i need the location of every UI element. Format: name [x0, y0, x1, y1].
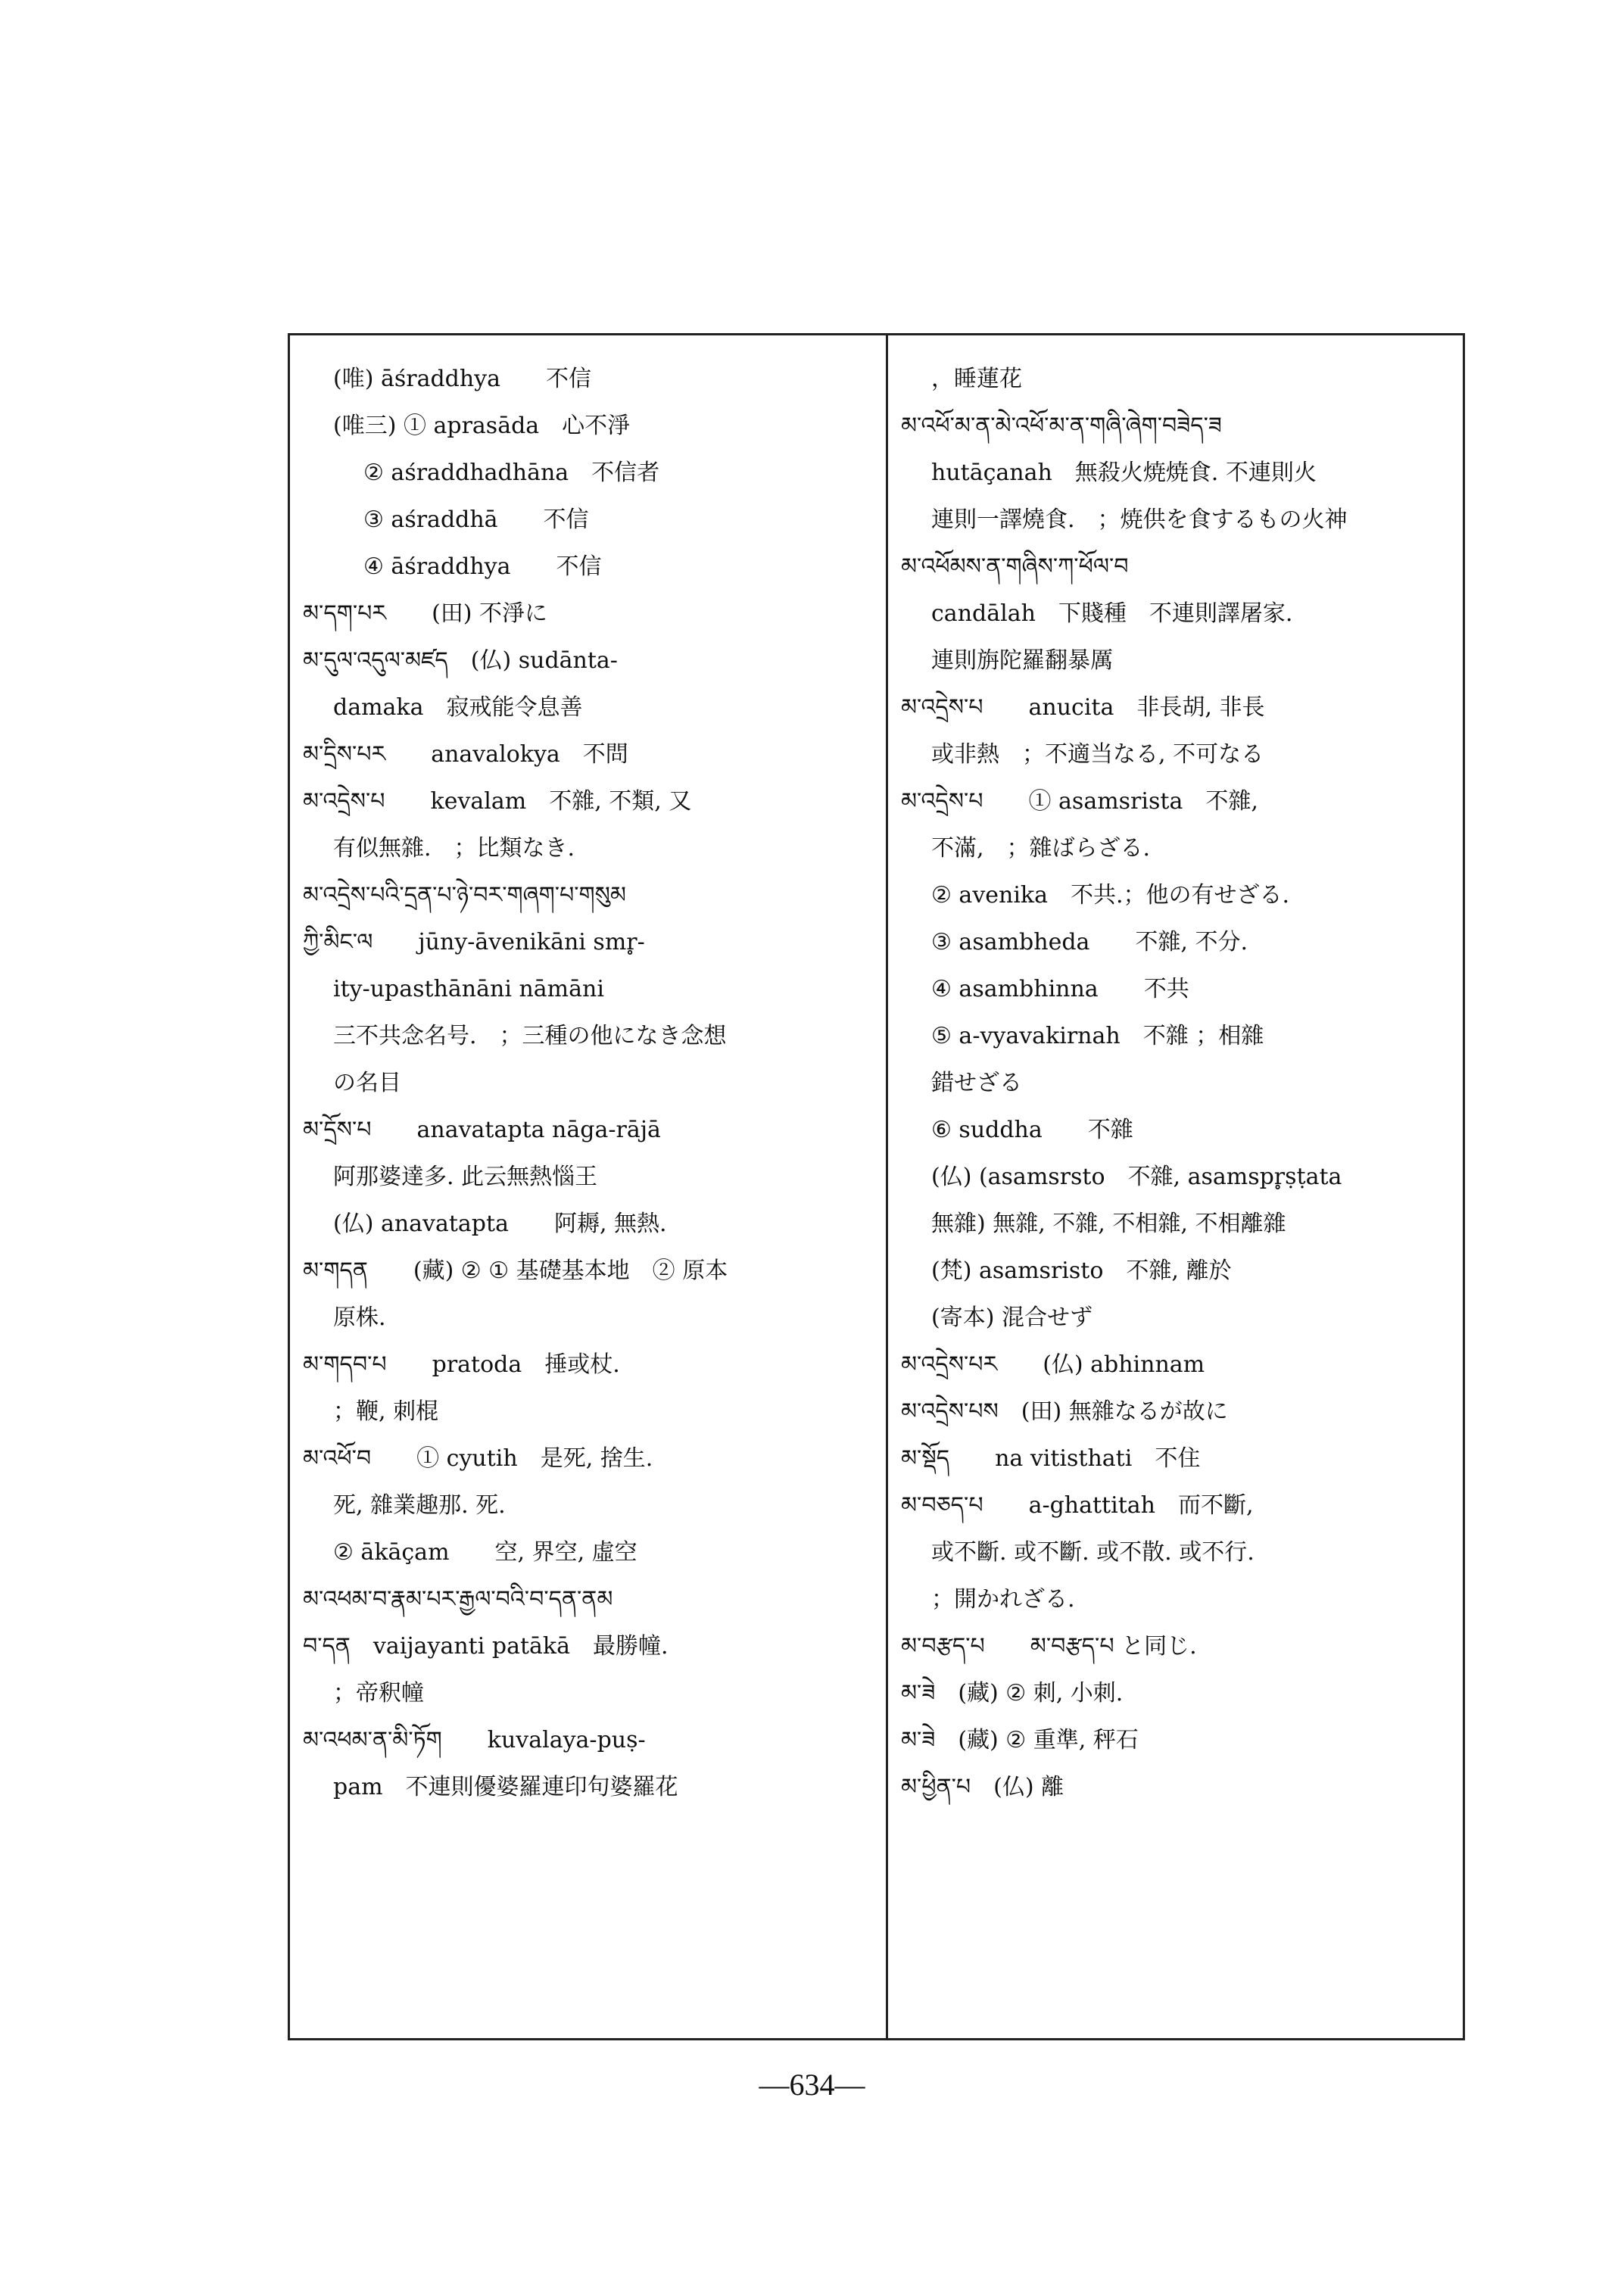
dictionary-line: མ་འདྲེས་པ ① asamsrista 不雜, [901, 788, 1258, 815]
dictionary-line: མ་དྲིས་པར anavalokya 不問 [303, 741, 628, 768]
dictionary-line: (寄本) 混合せず [931, 1304, 1093, 1331]
dictionary-line: 不滿, ；雜ばらざる. [931, 835, 1151, 862]
dictionary-line: མ་དག་པར (田) 不淨に [303, 600, 548, 627]
page-number: —634— [759, 2068, 865, 2102]
dictionary-line: ，睡蓮花 [931, 366, 1022, 392]
dictionary-line: མ་འདྲེས་པས (田) 無雜なるが故に [901, 1398, 1228, 1425]
dictionary-line: (仏) anavatapta 阿耨, 無熱. [333, 1211, 667, 1237]
dictionary-line: ③ asambheda 不雜, 不分. [931, 929, 1248, 955]
dictionary-line: ཀྱི་མིང་ལ jūny-āvenikāni smr̥- [303, 929, 645, 955]
dictionary-line: 死, 雜業趣那. 死. [333, 1492, 506, 1519]
dictionary-line: 阿那婆達多. 此云無熱惱王 [333, 1164, 598, 1190]
dictionary-line: མ་བརྩད་པ མ་བརྩད་པ と同じ. [901, 1633, 1197, 1660]
dictionary-line: 有似無雜. ；比類なき. [333, 835, 575, 862]
dictionary-line: ；開かれざる. [931, 1586, 1075, 1613]
dictionary-line: མ་གདན (藏) ② ① 基礎基本地 ② 原本 [303, 1258, 728, 1284]
dictionary-line: ② avenika 不共.；他の有せざる. [931, 882, 1290, 909]
dictionary-line: མ་ཟེ (藏) ② 重準, 秤石 [901, 1727, 1139, 1753]
dictionary-line: ity-upasthānāni nāmāni [333, 976, 604, 1002]
dictionary-line: ③ aśraddhā 不信 [363, 506, 589, 533]
dictionary-line: མ་འདྲེས་པ anucita 非長胡, 非長 [901, 694, 1265, 721]
dictionary-line: མ་གདབ་པ pratoda 捶或杖. [303, 1351, 620, 1378]
dictionary-line: མ་སྡོད na vitisthati 不住 [901, 1445, 1201, 1472]
dictionary-line: (仏) (asamsrsto 不雜, asamspr̥ṣṭata [931, 1164, 1342, 1190]
dictionary-line: 無雜) 無雜, 不雜, 不相雜, 不相離雜 [931, 1211, 1286, 1237]
dictionary-line: མ་འདྲེས་པར (仏) abhinnam [901, 1351, 1205, 1378]
dictionary-line: 或非熱 ；不適当なる, 不可なる [931, 741, 1264, 768]
dictionary-line: 三不共念名号. ；三種の他になき念想 [333, 1023, 727, 1049]
dictionary-line: མ་འཕོ་བ ① cyutih 是死, 捨生. [303, 1445, 653, 1472]
dictionary-line: (唯三) ① aprasāda 心不淨 [333, 413, 631, 439]
dictionary-line: མ་དུལ་འདུལ་མཛད (仏) sudānta- [303, 647, 618, 674]
dictionary-line: 原株. [333, 1304, 386, 1331]
dictionary-line: མ་ཕྱིན་པ (仏) 離 [901, 1774, 1064, 1800]
dictionary-line: ；帝釈幢 [333, 1680, 424, 1706]
dictionary-line: 連則一譯燒食. ；焼供を食するもの火神 [931, 506, 1348, 533]
dictionary-line: མ་འདྲེས་པའི་དྲན་པ་ཉེ་བར་གཞག་པ་གསུམ [303, 882, 626, 909]
column-divider [886, 333, 888, 2040]
dictionary-line: (唯) āśraddhya 不信 [333, 366, 592, 392]
right-column [901, 356, 1457, 1811]
dictionary-line: མ་འཕམ་ན་མི་ཏོག kuvalaya-puṣ- [303, 1727, 646, 1753]
dictionary-line: མ་འཕོམས་ན་གཞིས་ཀ་ཕོལ་བ [901, 553, 1129, 580]
dictionary-line: མ་བཅད་པ a-ghattitah 而不斷, [901, 1492, 1254, 1519]
dictionary-line: ；鞭, 刺棍 [333, 1398, 439, 1425]
dictionary-line: མ་འདྲེས་པ kevalam 不雜, 不類, 又 [303, 788, 692, 815]
dictionary-line: མ་ཟེ (藏) ② 刺, 小刺. [901, 1680, 1124, 1706]
dictionary-line: ⑥ suddha 不雜 [931, 1117, 1133, 1143]
dictionary-line: 錯せざる [931, 1070, 1022, 1096]
dictionary-line: pam 不連則優婆羅連印句婆羅花 [333, 1774, 678, 1800]
dictionary-line: (梵) asamsristo 不雜, 離於 [931, 1258, 1232, 1284]
dictionary-line: ⑤ a-vyavakirnah 不雜 ；相雜 [931, 1023, 1264, 1049]
dictionary-line: མ་དྲོས་པ anavatapta nāga-rājā [303, 1117, 661, 1143]
dictionary-line: བ་དན vaijayanti patākā 最勝幢. [303, 1633, 669, 1660]
dictionary-line: མ་འཕམ་བ་རྣམ་པར་རྒྱལ་བའི་བ་དན་ནམ [303, 1586, 613, 1613]
dictionary-line: ② ākāçam 空, 界空, 虛空 [333, 1539, 637, 1566]
left-column [303, 356, 878, 1811]
dictionary-line: の名目 [333, 1070, 401, 1096]
dictionary-line: candālah 下賤種 不連則譯屠家. [931, 600, 1293, 627]
dictionary-line: hutāçanah 無殺火焼焼食. 不連則火 [931, 460, 1317, 486]
dictionary-line: damaka 寂戒能令息善 [333, 694, 583, 721]
dictionary-line: མ་འཕོ་མ་ན་མེ་འཕོ་མ་ན་གཞི་ཞེག་བཟེད་ཟ [901, 413, 1222, 439]
dictionary-line: ② aśraddhadhāna 不信者 [363, 460, 660, 486]
dictionary-line: 或不斷. 或不斷. 或不散. 或不行. [931, 1539, 1255, 1566]
dictionary-line: 連則旃陀羅翻暴厲 [931, 647, 1113, 674]
dictionary-line: ④ āśraddhya 不信 [363, 553, 602, 580]
dictionary-line: ④ asambhinna 不共 [931, 976, 1189, 1002]
